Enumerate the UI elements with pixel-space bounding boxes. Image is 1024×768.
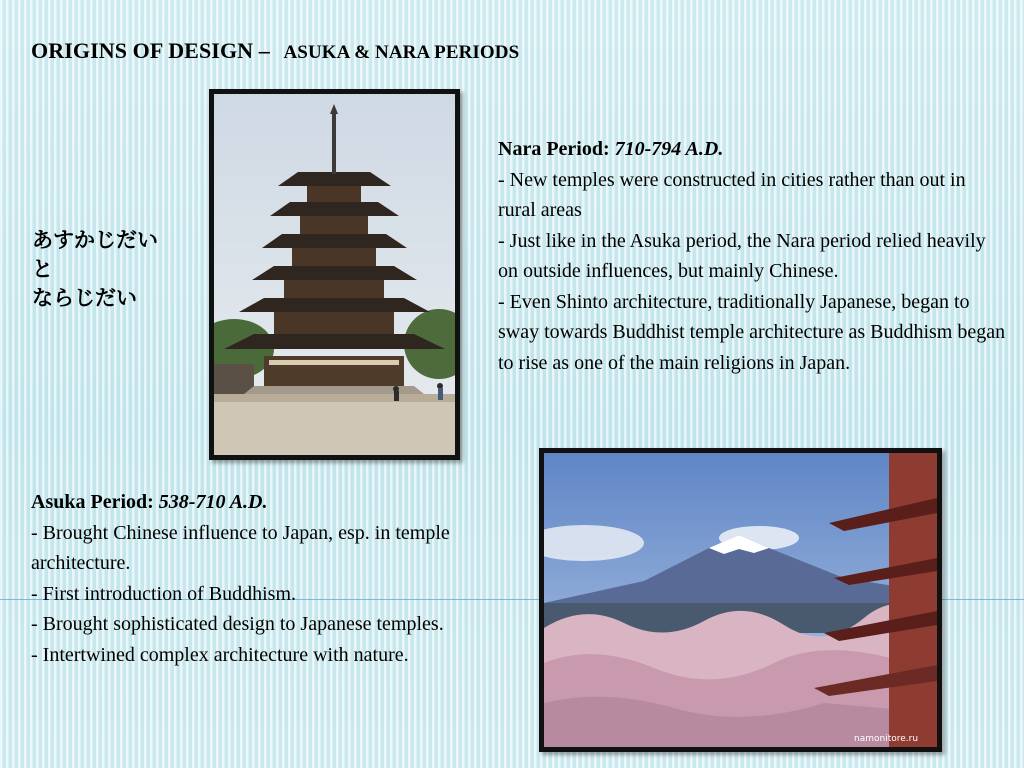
fuji-pagoda-illustration [544, 453, 937, 747]
kana-to: と [32, 257, 53, 281]
fuji-pagoda-photo [539, 448, 942, 752]
nara-dates: 710-794 A.D. [614, 138, 724, 160]
horyuji-pagoda-photo [209, 89, 460, 460]
nara-heading: Nara Period: [498, 138, 615, 160]
nara-bullet: - Even Shinto architecture, traditionally Japanese, began to sway towards Buddhist temple architecture as Buddhism began to rise as one of the main religions in Japan. [498, 290, 1006, 374]
nara-bullet: - Just like in the Asuka period, the Nara period relied heavily on outside influences, but mainly Chinese. [498, 229, 986, 282]
nara-period-text [498, 134, 1008, 378]
photo-watermark: namonitore.ru [854, 734, 919, 744]
asuka-dates: 538-710 A.D. [158, 491, 268, 513]
title-main: ORIGINS OF DESIGN – [31, 38, 276, 63]
asuka-bullet: - Brought Chinese influence to Japan, esp. in temple architecture. [31, 521, 450, 574]
kana-nara: ならじだい [32, 286, 137, 310]
asuka-bullet: - First introduction of Buddhism. [31, 582, 296, 605]
japanese-period-names [32, 226, 158, 313]
asuka-bullet: - Intertwined complex architecture with nature. [31, 643, 409, 666]
slide-title [31, 38, 519, 64]
title-subtitle: ASUKA & NARA PERIODS [283, 42, 520, 63]
asuka-period-text [31, 487, 476, 670]
nara-bullet: - New temples were constructed in cities rather than out in rural areas [498, 168, 966, 221]
pagoda-illustration [214, 94, 455, 455]
asuka-bullet: - Brought sophisticated design to Japanese temples. [31, 613, 444, 635]
kana-asuka: あすかじだい [32, 228, 158, 252]
asuka-heading: Asuka Period: [31, 491, 159, 513]
